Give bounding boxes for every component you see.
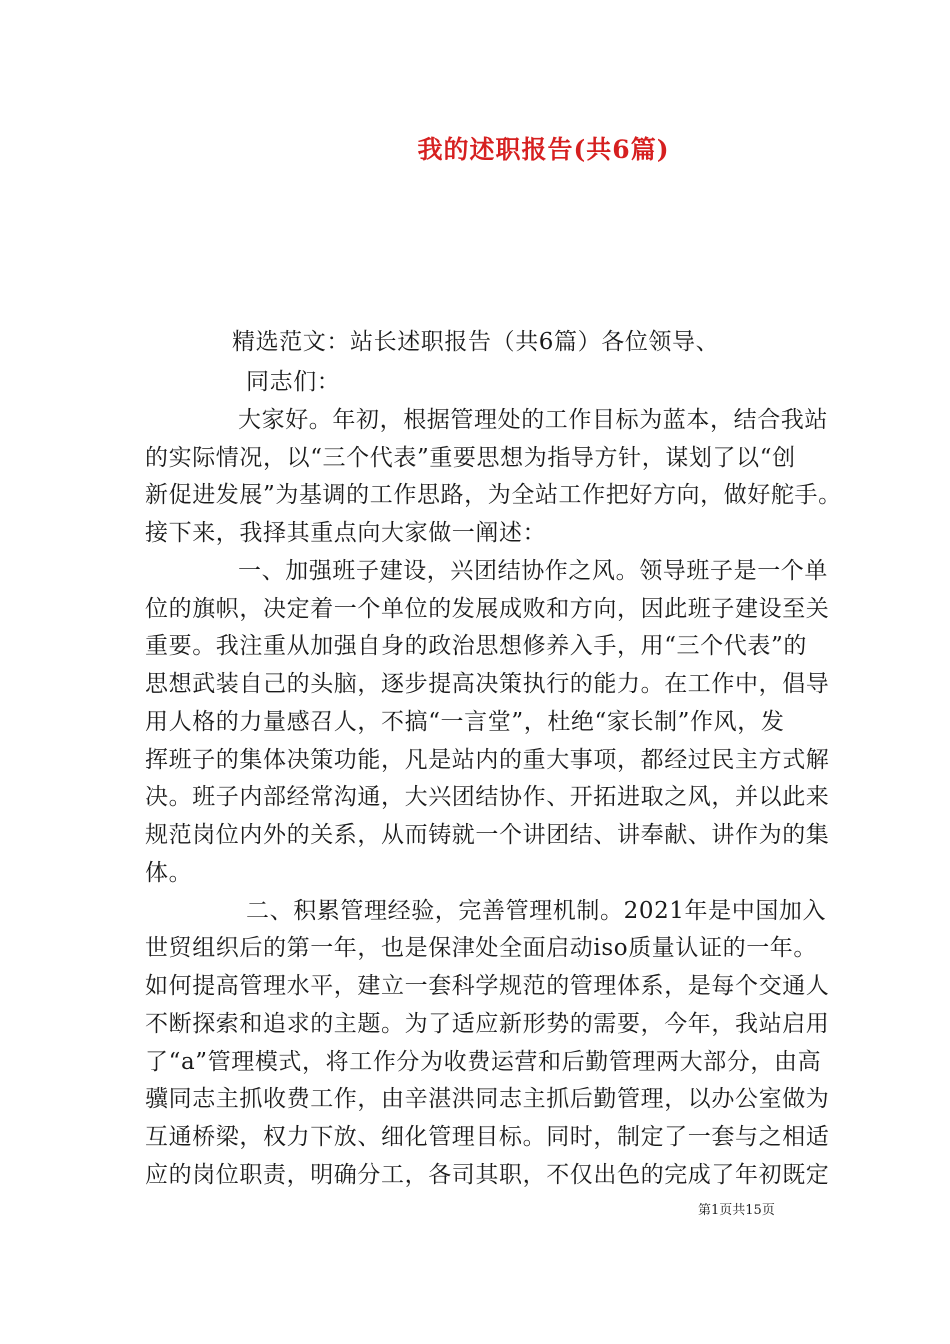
section-heading-1: 一、加强班子建设，兴团结协作之风。领导班子是一个单 [238, 558, 828, 584]
section-heading-2: 二、积累管理经验，完善管理机制。2021年是中国加入 [246, 898, 827, 924]
text-line: 不断探索和追求的主题。为了适应新形势的需要，今年，我站启用 [145, 1011, 830, 1037]
text-line: 世贸组织后的第一年，也是保津处全面启动iso质量认证的一年。 [145, 935, 818, 961]
text-line: 决。班子内部经常沟通，大兴团结协作、开拓进取之风，并以此来 [145, 784, 830, 810]
text-line: 了“a”管理模式，将工作分为收费运营和后勤管理两大部分，由高 [145, 1049, 822, 1075]
text-line: 思想武装自己的头脑，逐步提高决策执行的能力。在工作中，倡导 [145, 671, 830, 697]
text-line: 用人格的力量感召人，不搞“一言堂”，杜绝“家长制”作风，发 [145, 709, 785, 735]
text-line: 应的岗位职责，明确分工，各司其职，不仅出色的完成了年初既定 [145, 1162, 830, 1188]
text-line: 的实际情况，以“三个代表”重要思想为指导方针，谋划了以“创 [145, 445, 796, 471]
text-line-salutation: 同志们： [246, 369, 341, 395]
text-line: 互通桥梁，权力下放、细化管理目标。同时，制定了一套与之相适 [145, 1124, 830, 1150]
text-line: 新促进发展”为基调的工作思路，为全站工作把好方向，做好舵手。 [145, 482, 842, 508]
text-line: 位的旗帜，决定着一个单位的发展成败和方向，因此班子建设至关 [145, 596, 830, 622]
text-line: 体。 [145, 860, 193, 886]
page-title: 我的述职报告(共6篇) [417, 135, 670, 164]
page-footer: 第1页共15页 [698, 1203, 775, 1218]
text-line-intro: 精选范文：站长述职报告（共6篇）各位领导、 [232, 329, 720, 355]
text-line: 如何提高管理水平，建立一套科学规范的管理体系，是每个交通人 [145, 973, 830, 999]
text-line: 接下来，我择其重点向大家做一阐述： [145, 520, 547, 546]
text-line: 挥班子的集体决策功能，凡是站内的重大事项，都经过民主方式解 [145, 747, 830, 773]
text-line: 规范岗位内外的关系，从而铸就一个讲团结、讲奉献、讲作为的集 [145, 822, 830, 848]
text-line: 骥同志主抓收费工作，由辛湛洪同志主抓后勤管理，以办公室做为 [145, 1086, 830, 1112]
text-line: 大家好。年初，根据管理处的工作目标为蓝本，结合我站 [238, 407, 828, 433]
text-line: 重要。我注重从加强自身的政治思想修养入手，用“三个代表”的 [145, 633, 807, 659]
